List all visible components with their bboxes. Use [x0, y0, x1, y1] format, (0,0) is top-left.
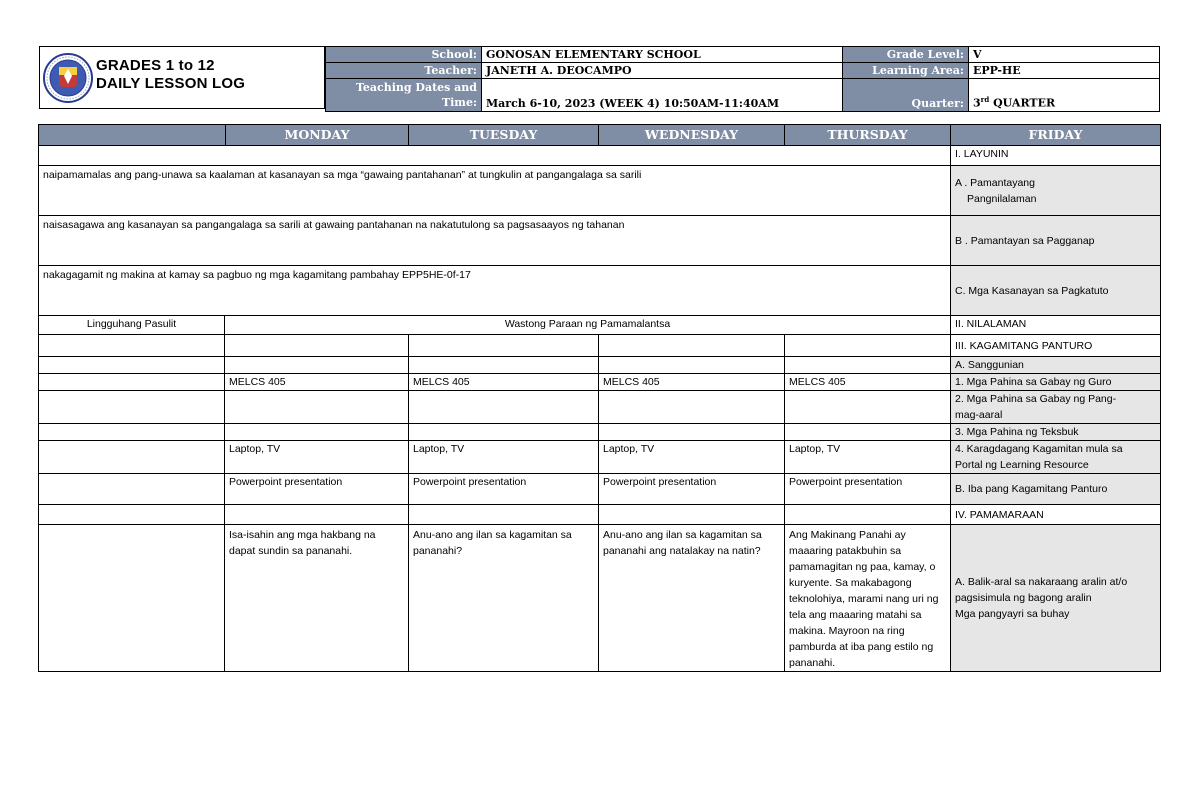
karagdagang-tuesday: Laptop, TV: [409, 441, 599, 474]
table-row: [39, 266, 1161, 316]
school-label: School:: [326, 47, 482, 63]
quarter-text: QUARTER: [989, 97, 1056, 110]
title-line-1: GRADES 1 to 12: [96, 57, 215, 74]
table-row: [39, 391, 1161, 424]
sanggunian-label: A. Sanggunian: [951, 357, 1161, 374]
karagdagang-thursday: Laptop, TV: [785, 441, 951, 474]
nilalaman-label: II. NILALAMAN: [951, 316, 1161, 335]
pamantayan-sa-pagganap-text: naisasagawa ang kasanayan sa pangangalaga sa sarili at gawaing pantahanan na nakatutulong sa pagsasaayos ng tahanan: [39, 216, 951, 266]
log-title: [96, 57, 245, 93]
lesson-log-table: [38, 124, 1161, 672]
nilalaman-week: Wastong Paraan ng Pamamalantsa: [225, 316, 951, 335]
karagdagang-monday: Laptop, TV: [225, 441, 409, 474]
gabay-guro-label: 1. Mga Pahina sa Gabay ng Guro: [951, 374, 1161, 391]
table-row: [39, 424, 1161, 441]
balik-aral-thursday: Ang Makinang Panahi ay maaaring patakbuhin sa pamamagitan ng paa, kamay, o kuryente. Sa makabagong teknolohiya, marami nang uri ng tela ang maaaring matahi sa makina. Mayroon na ring pamburda at iba pang estilo ng pananahi.: [785, 525, 951, 672]
quarter-number: 3: [973, 97, 981, 110]
table-row: [39, 374, 1161, 391]
table-row: [39, 441, 1161, 474]
balik-aral-line-1: A. Balik-aral sa nakaraang aralin at/o pagsisimula ng bagong aralin: [955, 576, 1128, 604]
quarter-ordinal: rd: [980, 95, 990, 105]
balik-aral-wednesday: Anu-ano ang ilan sa kagamitan sa pananahi ang natalakay na natin?: [599, 525, 785, 672]
title-line-2: DAILY LESSON LOG: [96, 75, 246, 92]
gabay-guro-monday: MELCS 405: [225, 374, 409, 391]
table-row: [39, 474, 1161, 505]
balik-aral-monday: Isa-isahin ang mga hakbang na dapat sundin sa pananahi.: [225, 525, 409, 672]
karagdagang-label: [951, 441, 1161, 474]
karagdagang-wednesday: Laptop, TV: [599, 441, 785, 474]
balik-aral-tuesday: Anu-ano ang ilan sa kagamitan sa pananahi?: [409, 525, 599, 672]
teaching-dates-label-2: Time:: [441, 96, 477, 109]
day-wednesday: WEDNESDAY: [599, 125, 785, 146]
school-info-table: [325, 46, 1160, 112]
pamantayang-label-line-2: Pangnilalaman: [967, 192, 1037, 205]
teaching-dates-value: March 6-10, 2023 (WEEK 4) 10:50AM-11:40AM: [482, 79, 843, 112]
day-monday: MONDAY: [39, 125, 409, 146]
iba-pang-monday: Powerpoint presentation: [225, 474, 409, 505]
table-row: [39, 357, 1161, 374]
table-row: [39, 316, 1161, 335]
teacher-label: Teacher:: [326, 63, 482, 79]
gabay-guro-tuesday: MELCS 405: [409, 374, 599, 391]
learning-area-value: EPP-HE: [969, 63, 1160, 79]
quarter-label: Quarter:: [843, 79, 969, 112]
nilalaman-monday: Lingguhang Pasulit: [39, 316, 225, 335]
gabay-guro-thursday: MELCS 405: [785, 374, 951, 391]
deped-seal-icon: [42, 52, 94, 104]
table-row: [39, 525, 1161, 672]
pamantayan-sa-pagganap-label: B . Pamantayan sa Pagganap: [951, 216, 1161, 266]
karagdagang-line-2: Portal ng Learning Resource: [955, 459, 1089, 471]
pamantayang-pangnilalaman-label: [951, 166, 1161, 216]
gabay-guro-wednesday: MELCS 405: [599, 374, 785, 391]
karagdagang-line-1: 4. Karagdagang Kagamitan mula sa: [955, 443, 1123, 455]
iba-pang-wednesday: Powerpoint presentation: [599, 474, 785, 505]
day-tuesday: TUESDAY: [409, 125, 599, 146]
day-thursday: THURSDAY: [785, 125, 951, 146]
table-row: [39, 335, 1161, 357]
grade-level-label: Grade Level:: [843, 47, 969, 63]
gabay-mag-aaral-label: [951, 391, 1161, 424]
kasanayan-sa-pagkatuto-text: nakagagamit ng makina at kamay sa pagbuo ng mga kagamitang pambahay EPP5HE-0f-17: [39, 266, 951, 316]
teaching-dates-label: [326, 79, 482, 112]
pamantayang-pangnilalaman-text: naipamamalas ang pang-unawa sa kaalaman at kasanayan sa mga “gawaing pantahanan” at tungkulin at pangangalaga sa sarili: [39, 166, 951, 216]
balik-aral-label: [951, 525, 1161, 672]
table-row: [39, 216, 1161, 266]
pamamaraan-label: IV. PAMAMARAAN: [951, 505, 1161, 525]
layunin-label: I. LAYUNIN: [951, 146, 1161, 166]
balik-aral-line-2: Mga pangyayri sa buhay: [955, 608, 1070, 620]
table-row: [39, 146, 1161, 166]
table-row: [39, 166, 1161, 216]
iba-pang-label: B. Iba pang Kagamitang Panturo: [951, 474, 1161, 505]
quarter-value: [969, 79, 1160, 112]
kasanayan-sa-pagkatuto-label: C. Mga Kasanayan sa Pagkatuto: [951, 266, 1161, 316]
school-value: GONOSAN ELEMENTARY SCHOOL: [482, 47, 843, 63]
learning-area-label: Learning Area:: [843, 63, 969, 79]
header-title-box: [39, 46, 325, 109]
teacher-value: JANETH A. DEOCAMPO: [482, 63, 843, 79]
days-header-row: [39, 125, 1161, 146]
teksbuk-label: 3. Mga Pahina ng Teksbuk: [951, 424, 1161, 441]
gabay-mag-aaral-line-1: 2. Mga Pahina sa Gabay ng Pang-: [955, 393, 1117, 405]
iba-pang-tuesday: Powerpoint presentation: [409, 474, 599, 505]
teaching-dates-label-1: Teaching Dates and: [355, 81, 477, 94]
kagamitang-panturo-label: III. KAGAMITANG PANTURO: [951, 335, 1161, 357]
gabay-mag-aaral-line-2: mag-aaral: [955, 409, 1003, 421]
day-friday: FRIDAY: [951, 125, 1161, 146]
pamantayang-label-line-1: A . Pamantayang: [955, 176, 1035, 189]
grade-level-value: V: [969, 47, 1160, 63]
iba-pang-thursday: Powerpoint presentation: [785, 474, 951, 505]
table-row: [39, 505, 1161, 525]
